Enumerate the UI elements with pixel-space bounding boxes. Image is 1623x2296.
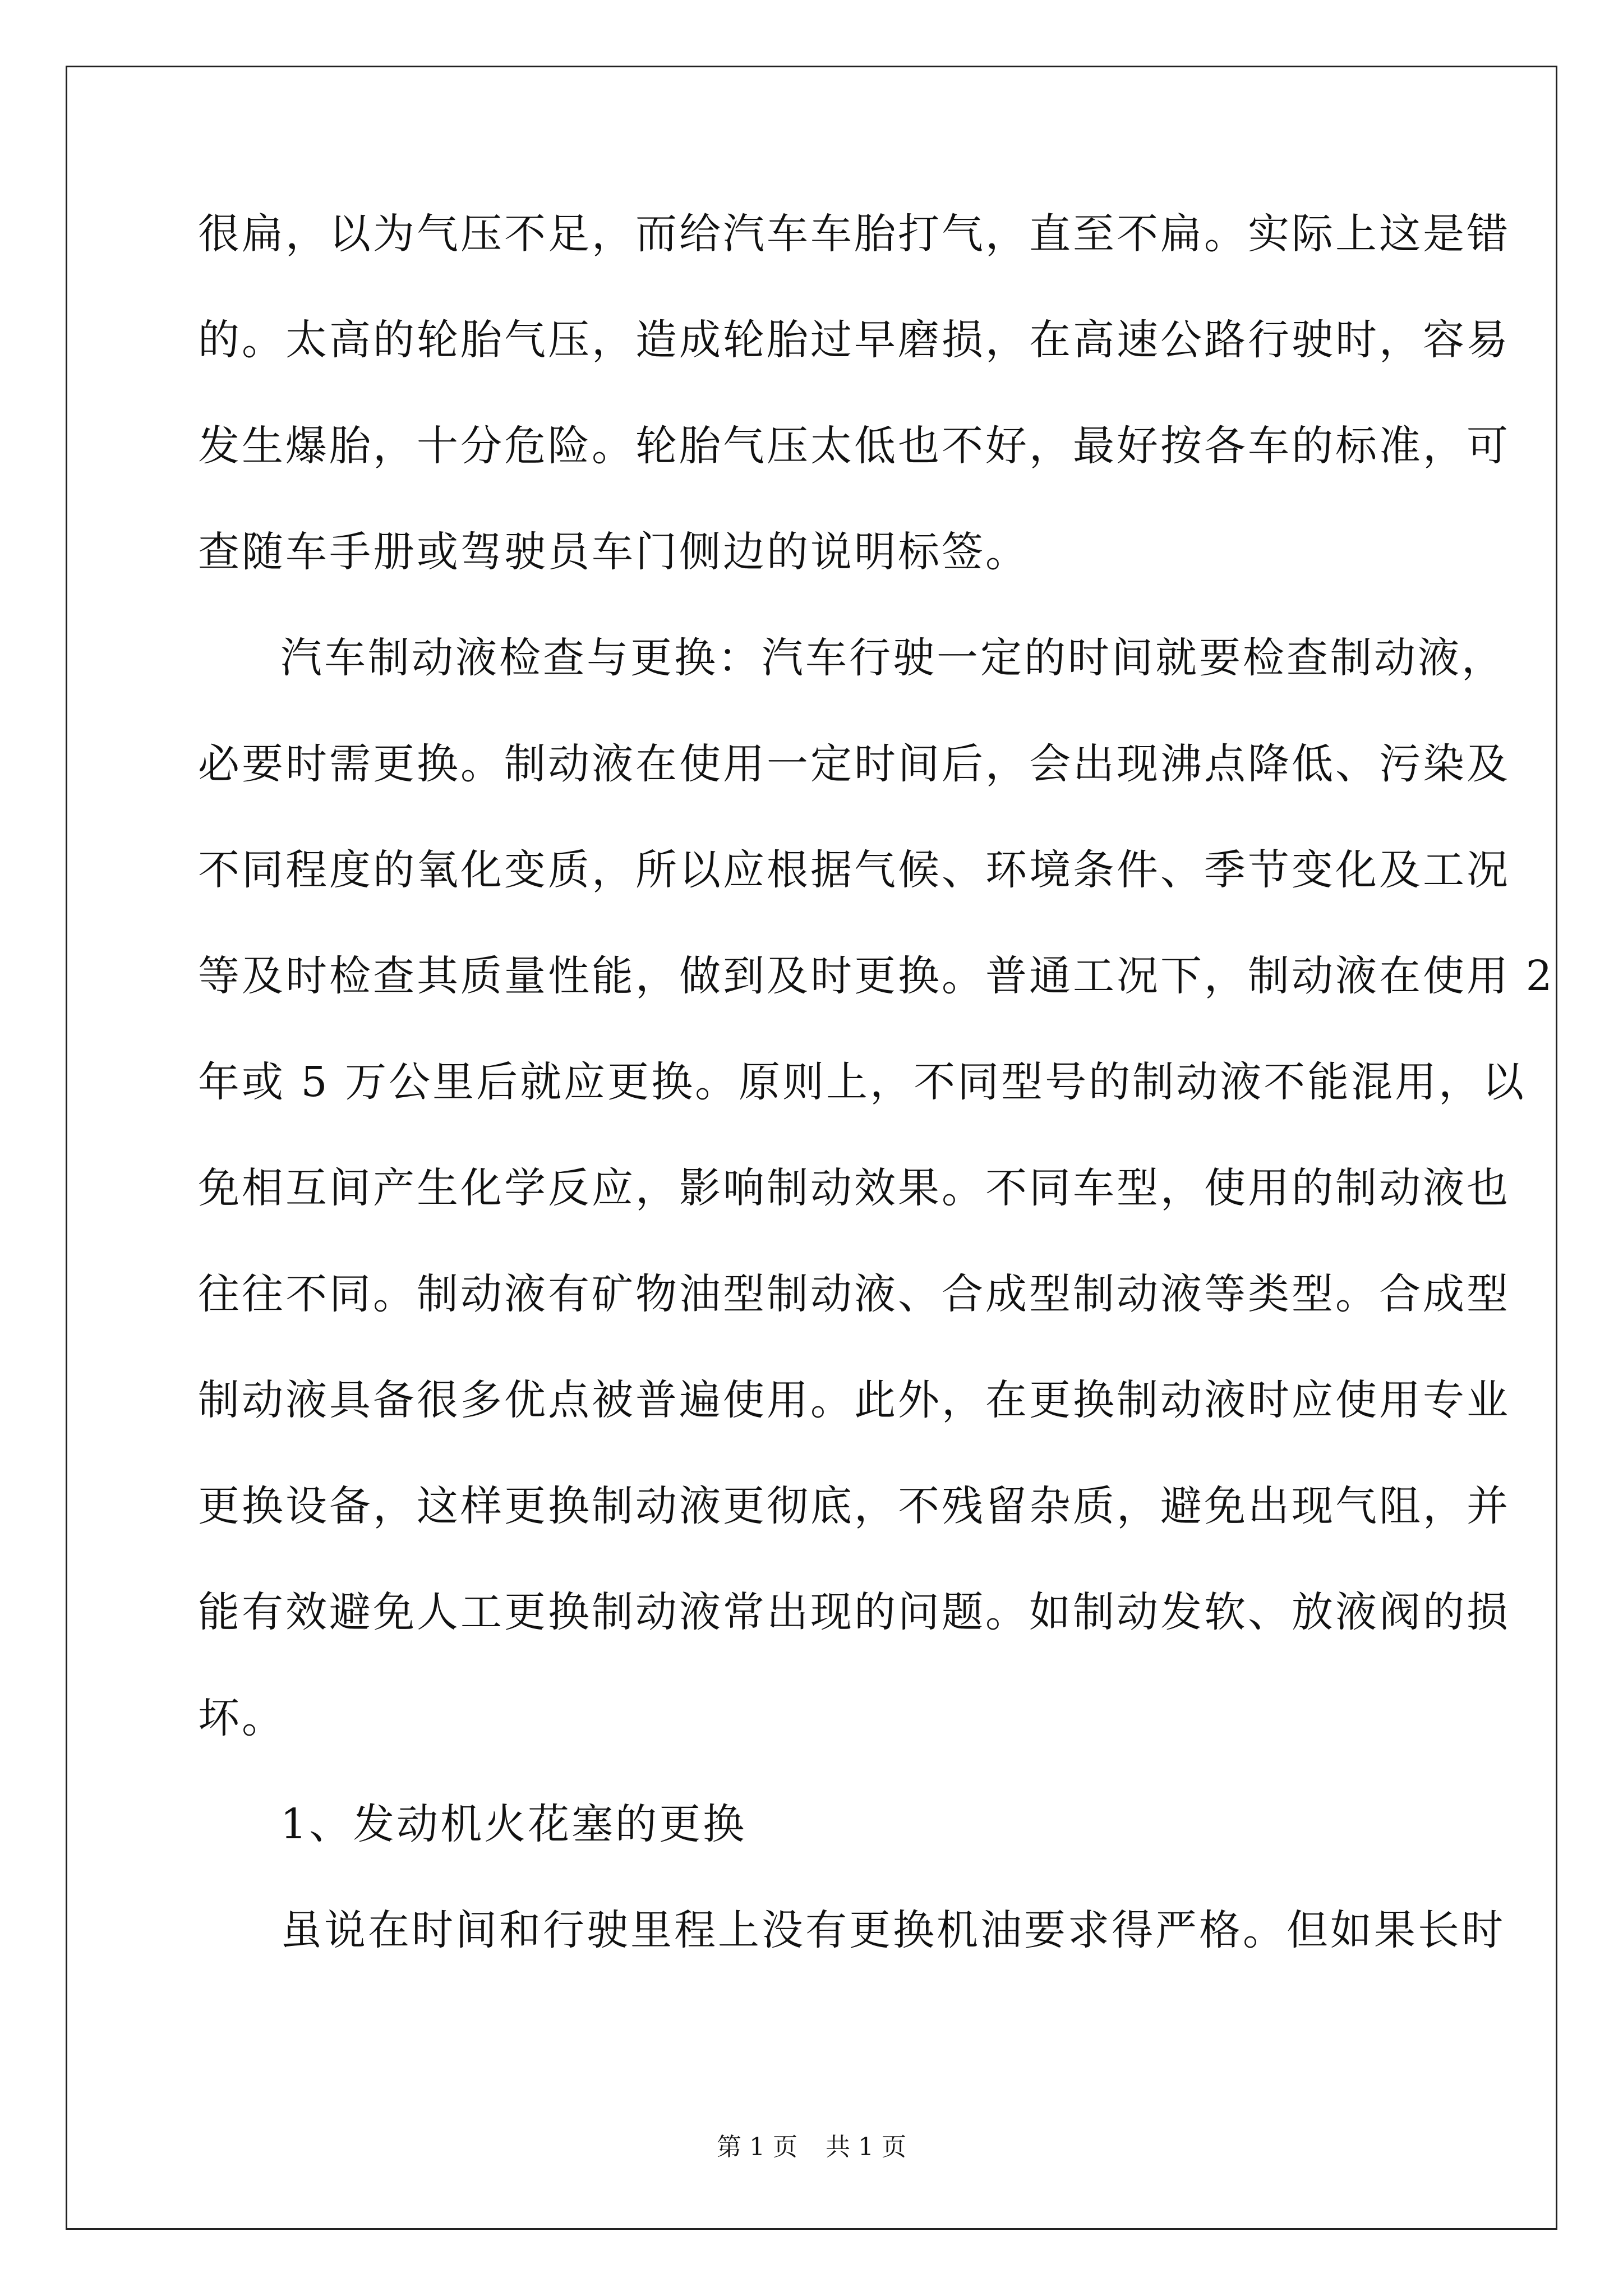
text-line: 查随车手册或驾驶员车门侧边的说明标签。 <box>198 528 1029 576</box>
text-line: 能有效避免人工更换制动液常出现的问题。如制动发软、放液阀的损 <box>198 1588 1510 1636</box>
document-body <box>198 208 1555 2010</box>
text-line: 必要时需更换。制动液在使用一定时间后，会出现沸点降低、污染及 <box>198 740 1510 788</box>
text-line: 发生爆胎，十分危险。轮胎气压太低也不好，最好按各车的标准，可 <box>198 422 1510 470</box>
text-line: 年或 5 万公里后就应更换。原则上，不同型号的制动液不能混用，以 <box>198 1058 1527 1106</box>
text-line: 制动液具备很多优点被普遍使用。此外，在更换制动液时应使用专业 <box>198 1376 1510 1424</box>
text-line: 更换设备，这样更换制动液更彻底，不残留杂质，避免出现气阻，并 <box>198 1482 1510 1530</box>
text-line: 等及时检查其质量性能，做到及时更换。普通工况下，制动液在使用 2 <box>198 952 1555 1000</box>
text-line: 坏。 <box>198 1694 285 1742</box>
text-line: 往往不同。制动液有矿物油型制动液、合成型制动液等类型。合成型 <box>198 1270 1510 1318</box>
section-heading: 1、发动机火花塞的更换 <box>280 1800 747 1848</box>
page-number-current: 第 1 页 <box>717 2133 797 2161</box>
text-line: 免相互间产生化学反应，影响制动效果。不同车型，使用的制动液也 <box>198 1164 1510 1212</box>
text-line: 不同程度的氧化变质，所以应根据气候、环境条件、季节变化及工况 <box>198 846 1510 894</box>
text-line: 的。太高的轮胎气压，造成轮胎过早磨损，在高速公路行驶时，容易 <box>198 316 1510 364</box>
paragraph-start-line: 虽说在时间和行驶里程上没有更换机油要求得严格。但如果长时 <box>280 1906 1505 1954</box>
paragraph-start-line: 汽车制动液检查与更换：汽车行驶一定的时间就要检查制动液， <box>280 634 1505 682</box>
page-footer <box>0 2133 1623 2162</box>
text-line: 很扁，以为气压不足，而给汽车车胎打气，直至不扁。实际上这是错 <box>198 210 1510 258</box>
page-number-total: 共 1 页 <box>826 2133 906 2161</box>
